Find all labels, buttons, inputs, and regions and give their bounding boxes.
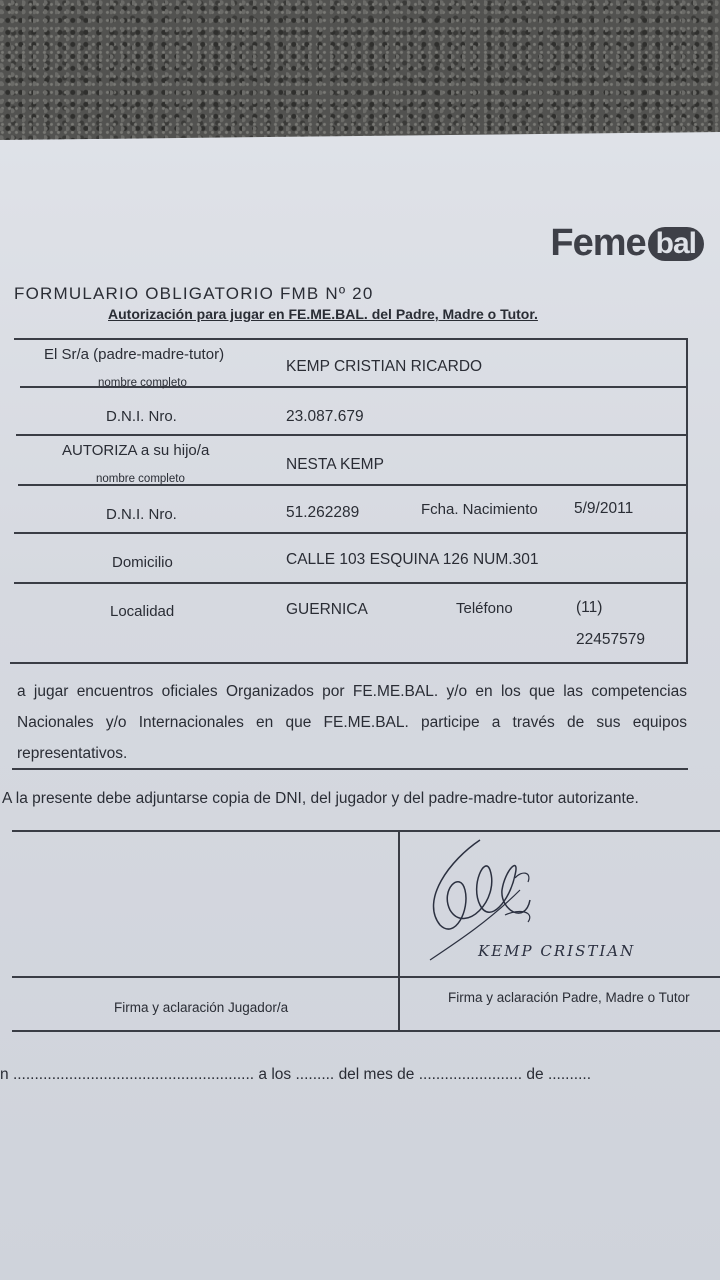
parent-name-value: KEMP CRISTIAN RICARDO (286, 358, 483, 375)
background-surface (0, 0, 720, 150)
table-row-divider (10, 662, 688, 664)
logo-ball-text: bal (648, 227, 704, 261)
year-blank: .......... (547, 1066, 592, 1083)
parent-dni-label: D.N.I. Nro. (106, 408, 177, 425)
table-row-divider (14, 582, 688, 584)
attachment-notice: A la presente debe adjuntarse copia de DNI, del jugador y del padre-madre-tutor autorizante. (2, 790, 639, 807)
month-blank: ........................ (418, 1066, 523, 1083)
table-row-divider (16, 434, 688, 436)
authorization-paragraph: a jugar encuentros oficiales Organizados por FE.ME.BAL. y/o en los que las competencias Nacionales y/o Internacionales en que FE.ME.BAL. participe a través de sus equipos representativos. (17, 683, 687, 762)
place-prefix: n (0, 1066, 9, 1083)
phone-area-value: (11) (576, 599, 603, 616)
parent-dni-value: 23.087.679 (286, 408, 364, 425)
child-label: AUTORIZA a su hijo/a (62, 442, 210, 459)
child-dni-label: D.N.I. Nro. (106, 506, 177, 523)
signature-box-divider (398, 830, 400, 1030)
date-place-line (0, 1066, 591, 1084)
locality-label: Localidad (110, 603, 175, 620)
parent-sublabel: nombre completo (98, 377, 187, 389)
parent-signature-label: Firma y aclaración Padre, Madre o Tutor (448, 990, 690, 1005)
parent-signature-scribble (410, 830, 670, 970)
address-value: CALLE 103 ESQUINA 126 NUM.301 (286, 551, 539, 568)
form-subtitle: Autorización para jugar en FE.ME.BAL. del Padre, Madre o Tutor. (108, 306, 538, 322)
address-label: Domicilio (112, 554, 173, 571)
form-title: FORMULARIO OBLIGATORIO FMB Nº 20 (14, 284, 374, 303)
child-sublabel: nombre completo (96, 473, 185, 485)
player-signature-label: Firma y aclaración Jugador/a (114, 1000, 289, 1015)
phone-number-value: 22457579 (576, 631, 645, 648)
parent-signature-handwritten: KEMP CRISTIAN (478, 942, 636, 960)
femebal-logo (550, 222, 704, 265)
signature-box-bottom (12, 1030, 720, 1032)
parent-label: El Sr/a (padre-madre-tutor) (44, 346, 225, 363)
birth-date-value: 5/9/2011 (574, 500, 634, 517)
birth-date-label: Fcha. Nacimiento (421, 501, 538, 518)
phone-label: Teléfono (456, 600, 513, 617)
de-text: de (526, 1066, 544, 1083)
logo-text: Feme (550, 222, 646, 264)
place-blank: ........................................................ (12, 1066, 255, 1083)
del-mes-text: del mes de (338, 1066, 415, 1083)
table-border-top (14, 338, 688, 340)
table-row-divider (14, 532, 688, 534)
day-blank: ......... (295, 1066, 335, 1083)
child-dni-value: 51.262289 (286, 504, 360, 521)
signature-box-middle (12, 976, 720, 978)
a-los-text: a los (258, 1066, 292, 1083)
child-name-value: NESTA KEMP (286, 456, 384, 473)
locality-value: GUERNICA (286, 601, 368, 618)
